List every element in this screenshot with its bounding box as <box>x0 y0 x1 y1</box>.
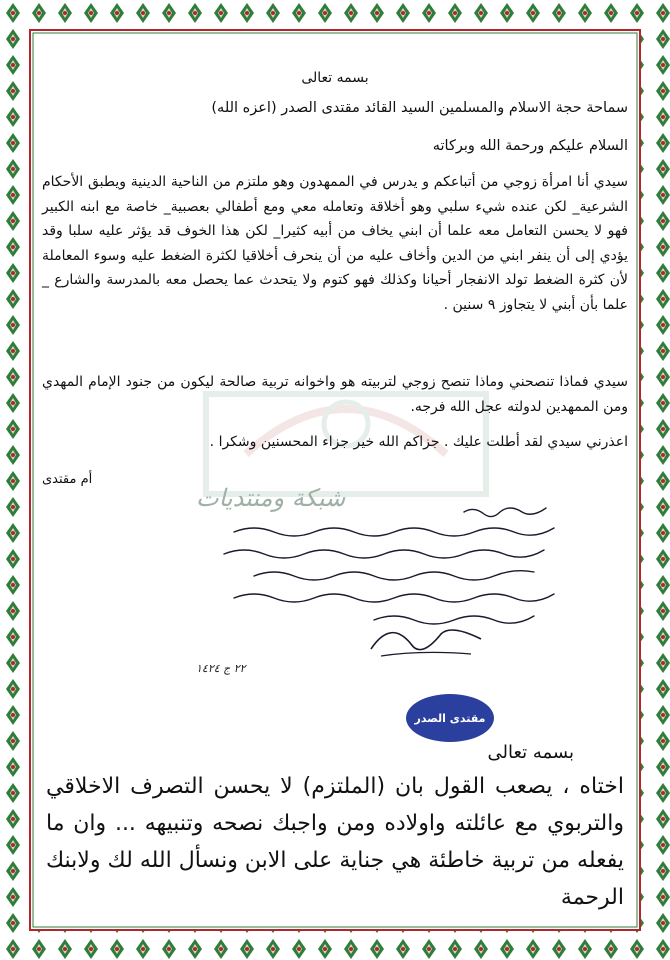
reply-basmala: بسمه تعالى <box>487 742 574 763</box>
handwritten-date: ٢٢ ج ١٤٢٤ <box>196 662 246 675</box>
signer-name: أم مقتدى <box>42 472 93 487</box>
addressee-line: سماحة حجة الاسلام والمسلمين السيد القائد مقتدى الصدر (اعزه الله) <box>211 100 628 116</box>
letter-paragraph-2: سيدي فماذا تنصحني وماذا تنصح زوجي لتربيته هو واخوانه تربية صالحة ليكون من جنود الإمام المهدي ومن الممهدين لدولته عجل الله فرجه. <box>42 374 628 415</box>
official-seal: مقتدى الصدر <box>406 694 494 742</box>
greeting-line: السلام عليكم ورحمة الله وبركاته <box>432 138 628 154</box>
watermark-text: شبكة ومنتديات <box>196 484 346 512</box>
letter-paragraph-1: سيدي أنا امرأة زوجي من أتباعكم و يدرس في الممهدون وهو ملتزم من الناحية الدينية ويطبق الأحكام الشرعية_ لكن عنده شيء سلبي وهو أخلاقة وتعامله معي ومع أطفالي بعصبية_ خاصة مع ابنه الكبير فهو لا يحسن التعامل معه علما أن ابني يخاف من أبيه كثيرا_ لكن هذا الخوف قد يؤثر عليه سلبا وقد يؤدي إلى أن ينفر ابني من الدين وأخاف عليه من أن ينحرف أخلاقيا لكثرة الضغط عليه وسوء المعاملة لأن كثرة الضغط تولد الانفجار أحيانا وكذلك فهو كتوم ولا يتحدث عما يحصل معه بالمدرسة والشارع _ علما بأن أبني لا يتجاوز ٩ سنين . <box>42 174 628 313</box>
letter-paragraph-3: اعذرني سيدي لقد أطلت عليك . جزاكم الله خير جزاء المحسنين وشكرا . <box>209 434 628 450</box>
signature <box>366 614 486 664</box>
letter-content <box>36 34 634 926</box>
basmala-heading: بسمه تعالى <box>301 70 369 86</box>
reply-transcription: اختاه ، يصعب القول بان (الملتزم) لا يحسن التصرف الاخلاقي والتربوي مع عائلته واولاده ومن واجبك نصحه وتنبيهه ... وان ما يفعله من تربية خاطئة هي جناية على الابن ونسأل الله لك ولابنك الرحمة <box>46 774 624 910</box>
